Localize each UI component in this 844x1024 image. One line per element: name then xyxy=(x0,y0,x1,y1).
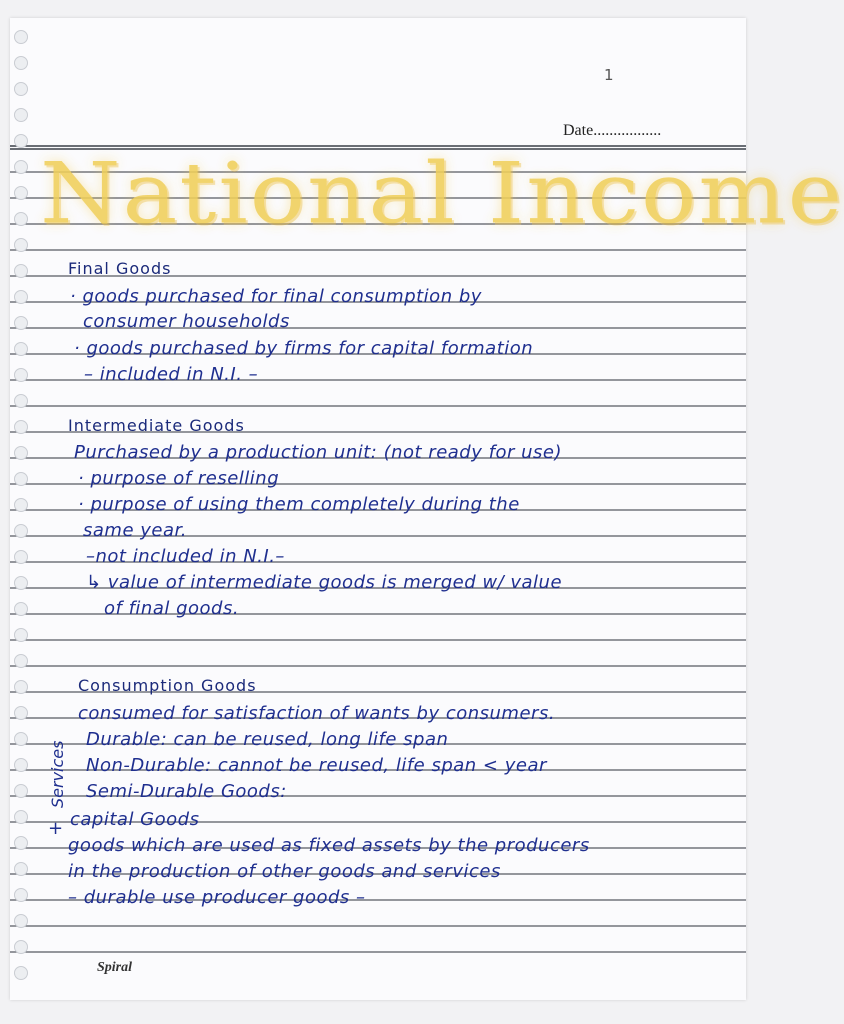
note-line: capital Goods xyxy=(70,809,200,830)
heading-final-goods: Final Goods xyxy=(68,259,172,278)
spiral-hole xyxy=(14,186,28,200)
spiral-hole xyxy=(14,134,28,148)
spiral-hole xyxy=(14,160,28,174)
spiral-hole xyxy=(14,446,28,460)
note-line: goods which are used as fixed assets by the producers xyxy=(68,835,590,856)
spiral-hole xyxy=(14,654,28,668)
page-number: 1 xyxy=(604,66,614,84)
margin-services-note: Services xyxy=(48,740,67,808)
note-line: · goods purchased for final consumption by xyxy=(70,286,482,307)
note-line: · goods purchased by firms for capital formation xyxy=(74,338,534,359)
note-line: same year. xyxy=(83,520,187,541)
note-line: Semi-Durable Goods: xyxy=(86,781,287,802)
spiral-hole xyxy=(14,888,28,902)
spiral-hole xyxy=(14,862,28,876)
spiral-hole xyxy=(14,628,28,642)
spiral-hole xyxy=(14,368,28,382)
note-line: · purpose of reselling xyxy=(78,468,280,489)
heading-consumption-goods: Consumption Goods xyxy=(78,676,257,695)
spiral-hole xyxy=(14,472,28,486)
note-line: consumer households xyxy=(83,311,290,332)
spiral-hole xyxy=(14,290,28,304)
spiral-hole xyxy=(14,602,28,616)
brand-logo: Spiral xyxy=(97,960,133,975)
spiral-hole xyxy=(14,914,28,928)
note-line: · purpose of using them completely during the xyxy=(78,494,520,515)
note-line: consumed for satisfaction of wants by consumers. xyxy=(78,703,556,724)
spiral-hole xyxy=(14,550,28,564)
note-line: of final goods. xyxy=(104,598,240,619)
spiral-hole xyxy=(14,30,28,44)
spiral-hole xyxy=(14,342,28,356)
spiral-hole xyxy=(14,238,28,252)
page-title: National Income xyxy=(40,144,844,243)
spiral-hole xyxy=(14,732,28,746)
spiral-hole xyxy=(14,940,28,954)
spiral-hole xyxy=(14,524,28,538)
spiral-hole xyxy=(14,706,28,720)
note-line: Durable: can be reused, long life span xyxy=(86,729,449,750)
spiral-hole xyxy=(14,758,28,772)
spiral-hole xyxy=(14,108,28,122)
spiral-hole xyxy=(14,810,28,824)
spiral-hole xyxy=(14,498,28,512)
spiral-hole xyxy=(14,56,28,70)
spiral-hole xyxy=(14,82,28,96)
notebook-page xyxy=(10,18,844,1000)
note-line: Non-Durable: cannot be reused, life span < year xyxy=(86,755,547,776)
spiral-hole xyxy=(14,784,28,798)
spiral-hole xyxy=(14,420,28,434)
note-line: – included in N.I. – xyxy=(84,364,259,385)
spiral-hole xyxy=(14,212,28,226)
note-line: ↳ value of intermediate goods is merged w/ value xyxy=(86,572,563,593)
note-line: in the production of other goods and services xyxy=(68,861,501,882)
margin-plus-mark: + xyxy=(48,818,64,839)
date-label: Date................. xyxy=(563,122,662,139)
note-line: –not included in N.I.– xyxy=(86,546,285,567)
spiral-hole xyxy=(14,836,28,850)
spiral-hole xyxy=(14,394,28,408)
heading-intermediate-goods: Intermediate Goods xyxy=(68,416,245,435)
note-line: Purchased by a production unit: (not ready for use) xyxy=(74,442,562,463)
spiral-hole xyxy=(14,264,28,278)
spiral-hole xyxy=(14,316,28,330)
spiral-hole xyxy=(14,680,28,694)
note-line: – durable use producer goods – xyxy=(68,887,366,908)
spiral-hole xyxy=(14,966,28,980)
spiral-hole xyxy=(14,576,28,590)
